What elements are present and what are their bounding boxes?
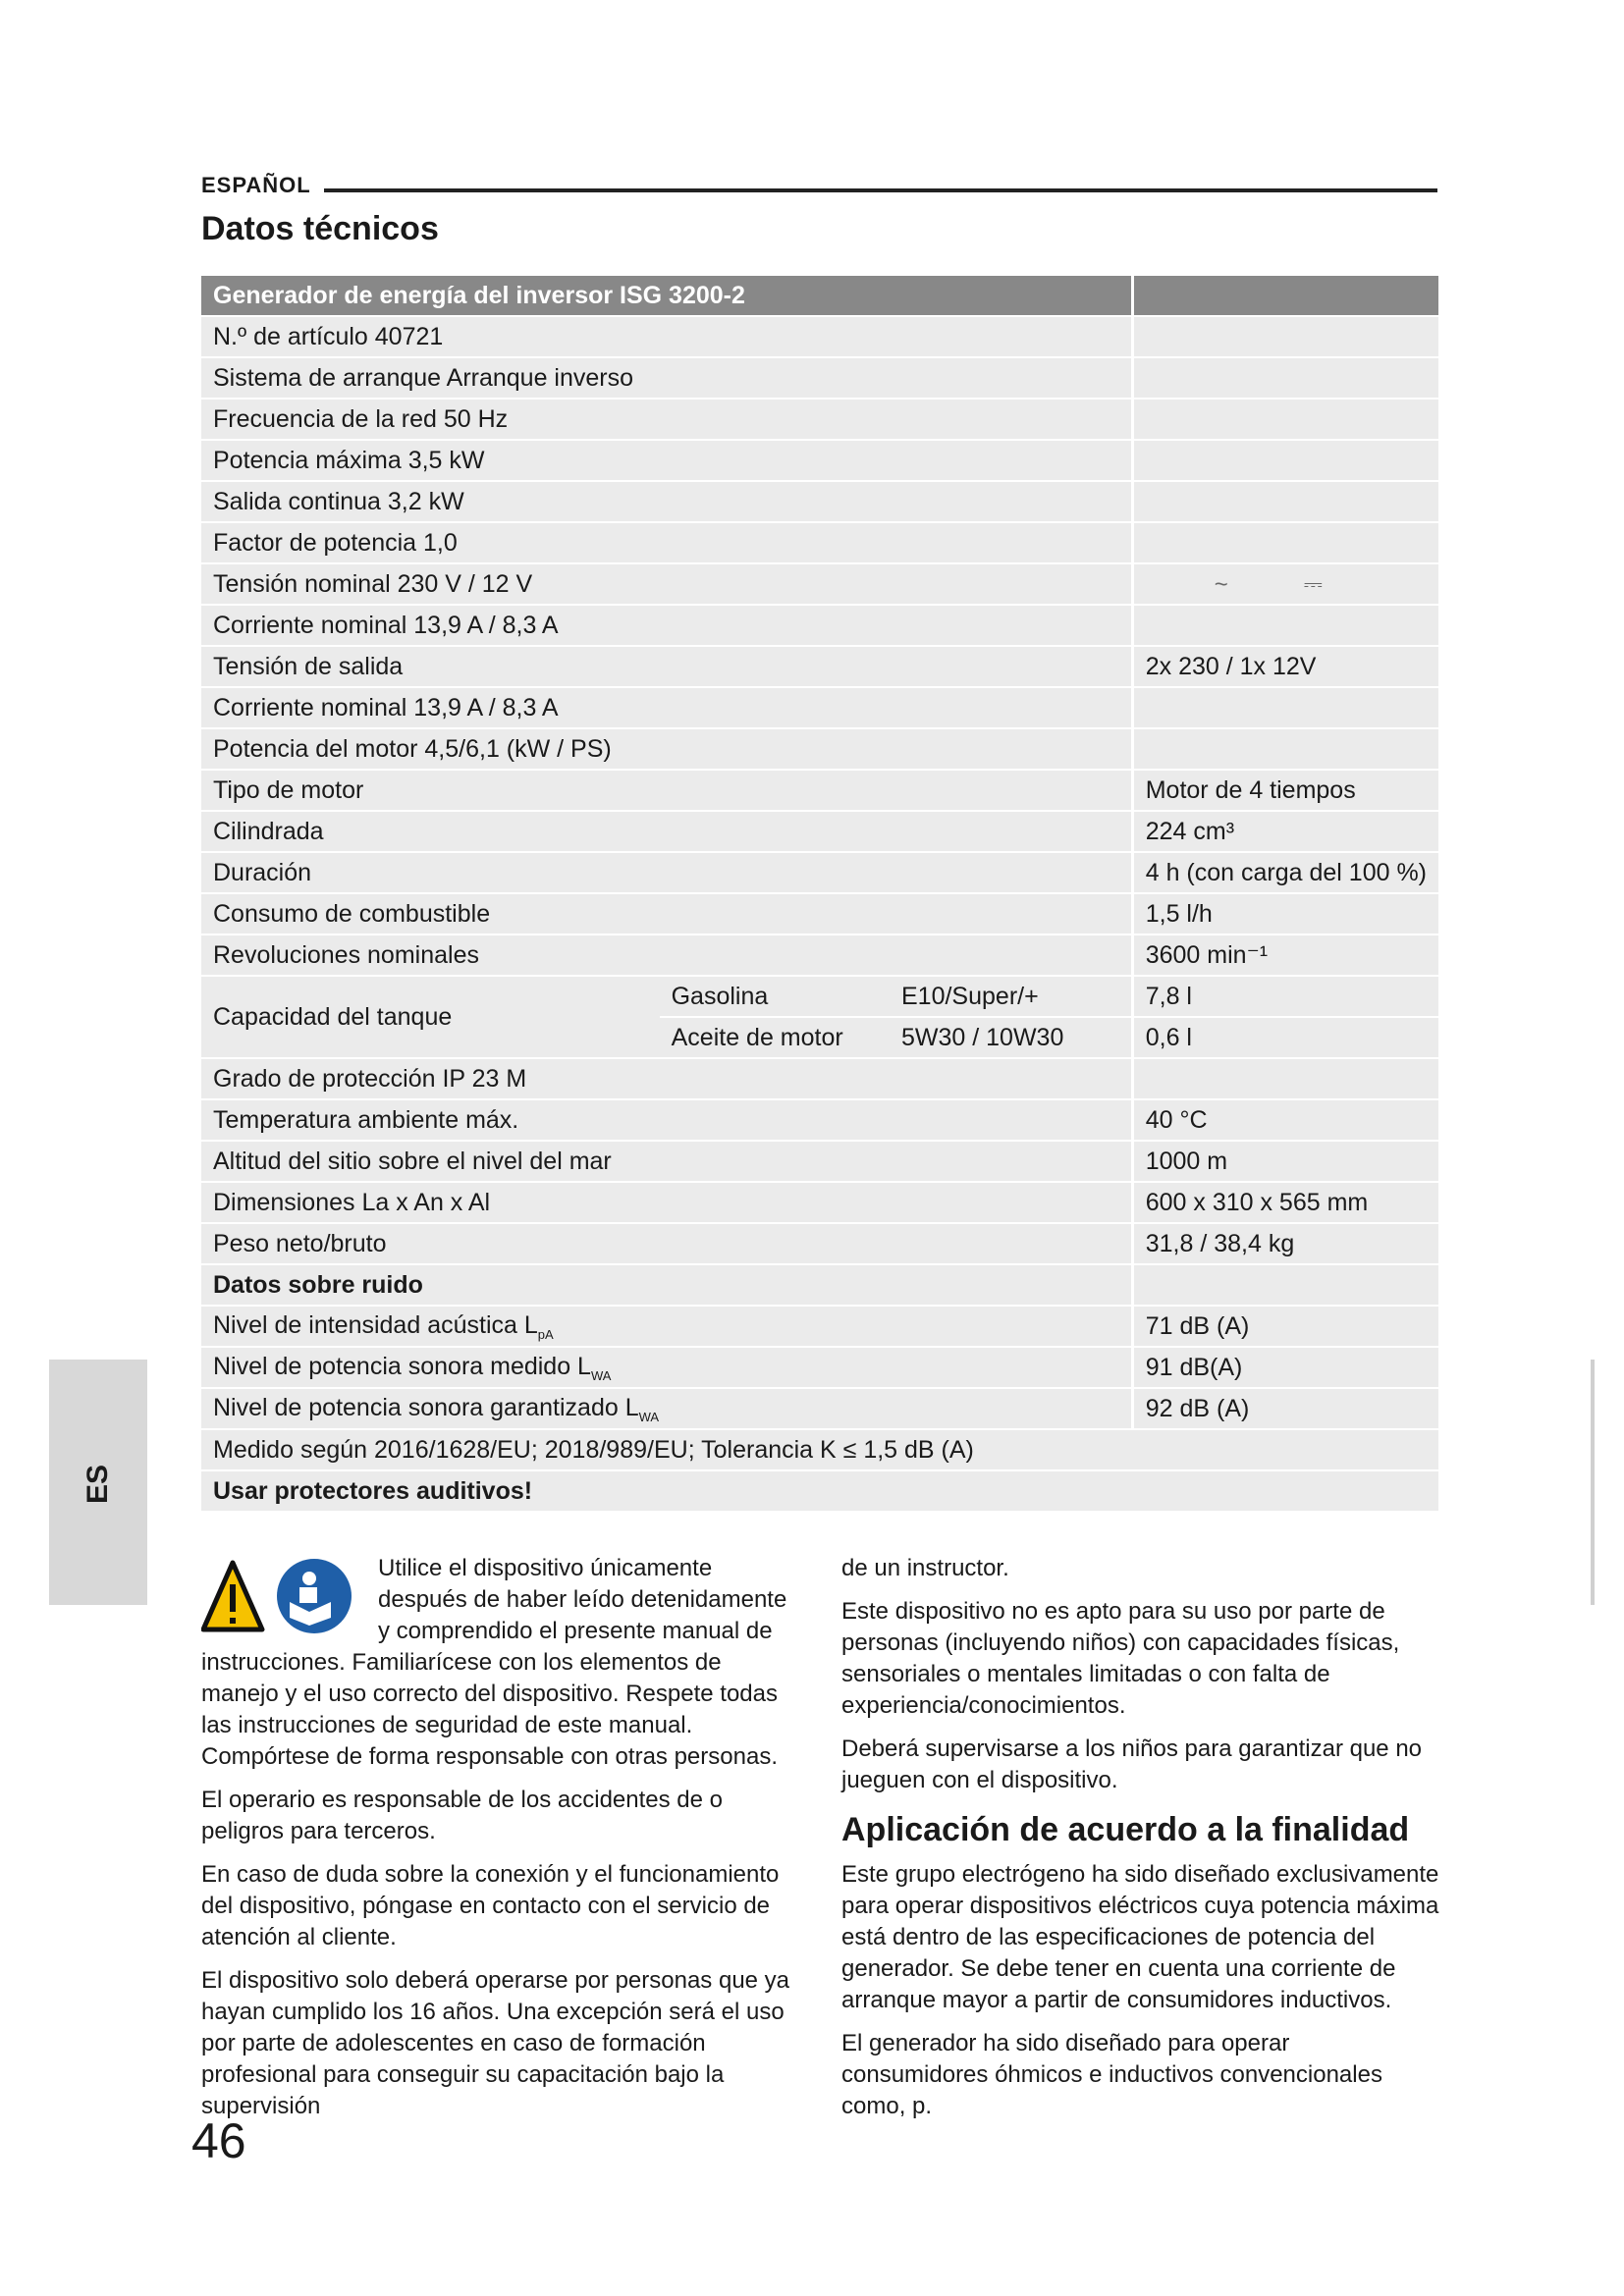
row-label: Temperatura ambiente máx. bbox=[201, 1100, 1131, 1140]
table-row bbox=[201, 1142, 1438, 1181]
row-value bbox=[1131, 317, 1438, 356]
row-label: Factor de potencia 1,0 bbox=[201, 523, 1131, 562]
language-side-tab bbox=[49, 1360, 147, 1605]
row-value bbox=[1131, 688, 1438, 727]
tank-row-fuel bbox=[201, 977, 1438, 1016]
noise-measured-value: 91 dB(A) bbox=[1131, 1348, 1438, 1387]
table-row bbox=[201, 771, 1438, 810]
tank-capacity-label: Capacidad del tanque bbox=[201, 977, 660, 1057]
row-label: Altitud del sitio sobre el nivel del mar bbox=[201, 1142, 1131, 1181]
table-row bbox=[201, 1348, 1438, 1387]
row-value bbox=[1131, 564, 1438, 604]
noise-intensity-sub: pA bbox=[537, 1326, 554, 1342]
row-value bbox=[1131, 606, 1438, 645]
row-value: 1,5 l/h bbox=[1131, 894, 1438, 934]
row-label: Cilindrada bbox=[201, 812, 1131, 851]
table-row bbox=[201, 1100, 1438, 1140]
paragraph: El dispositivo solo deberá operarse por personas que ya hayan cumplido los 16 años. Una excepción será el uso por parte de adolescentes en caso de formación profesional para conseguir su capacitación bajo la supervisión bbox=[201, 1967, 790, 2119]
row-label: Revoluciones nominales bbox=[201, 935, 1131, 975]
row-label: Salida continua 3,2 kW bbox=[201, 482, 1131, 521]
table-row bbox=[201, 400, 1438, 439]
noise-guaranteed-label bbox=[201, 1389, 1131, 1428]
table-row bbox=[201, 1224, 1438, 1263]
row-label: Dimensiones La x An x Al bbox=[201, 1183, 1131, 1222]
left-column bbox=[201, 1553, 795, 2134]
table-row bbox=[201, 688, 1438, 727]
paragraph: Este dispositivo no es apto para su uso por parte de personas (incluyendo niños) con capacidades físicas, sensoriales o mentales limitadas o con falta de experiencia/conocimientos. bbox=[841, 1598, 1400, 1719]
row-value: 40 °C bbox=[1131, 1100, 1438, 1140]
table-row bbox=[201, 894, 1438, 934]
row-label: Duración bbox=[201, 853, 1131, 892]
noise-intensity-label bbox=[201, 1307, 1131, 1346]
table-heading: Generador de energía del inversor ISG 3200-2 bbox=[201, 276, 1131, 315]
side-tab-label: ES bbox=[81, 1464, 115, 1505]
row-label: Sistema de arranque Arranque inverso bbox=[201, 358, 1131, 398]
paragraph: El generador ha sido diseñado para operar consumidores óhmicos e inductivos convencionales como, p. bbox=[841, 2030, 1382, 2119]
table-row bbox=[201, 1183, 1438, 1222]
row-value: 31,8 / 38,4 kg bbox=[1131, 1224, 1438, 1263]
tank-fuel-value: 7,8 l bbox=[1131, 977, 1438, 1016]
noise-measured-label bbox=[201, 1348, 1131, 1387]
table-header-row bbox=[201, 276, 1438, 315]
row-value: 600 x 310 x 565 mm bbox=[1131, 1183, 1438, 1222]
page-number: 46 bbox=[191, 2113, 246, 2168]
table-row bbox=[201, 317, 1438, 356]
tank-fuel-grade: E10/Super/+ bbox=[890, 977, 1131, 1016]
table-row bbox=[201, 853, 1438, 892]
noise-measured-text: Nivel de potencia sonora medido L bbox=[213, 1352, 591, 1380]
warning-and-manual-icon bbox=[201, 1557, 358, 1635]
noise-guaranteed-sub: WA bbox=[638, 1409, 660, 1424]
specs-table bbox=[201, 274, 1438, 1513]
table-row bbox=[201, 1389, 1438, 1428]
section-heading: Aplicación de acuerdo a la finalidad bbox=[841, 1811, 1410, 1848]
noise-heading: Datos sobre ruido bbox=[201, 1265, 1131, 1305]
table-row bbox=[201, 523, 1438, 562]
noise-guaranteed-value: 92 dB (A) bbox=[1131, 1389, 1438, 1428]
row-value bbox=[1131, 523, 1438, 562]
noise-measured-sub: WA bbox=[590, 1367, 612, 1383]
table-row bbox=[201, 482, 1438, 521]
paragraph: Deberá supervisarse a los niños para garantizar que no jueguen con el dispositivo. bbox=[841, 1735, 1423, 1793]
table-row bbox=[201, 812, 1438, 851]
noise-intensity-value: 71 dB (A) bbox=[1131, 1307, 1438, 1346]
row-label: Tipo de motor bbox=[201, 771, 1131, 810]
row-value bbox=[1131, 1059, 1438, 1098]
language-label: ESPAÑOL bbox=[201, 173, 311, 197]
noise-heading-blank bbox=[1131, 1265, 1438, 1305]
table-row bbox=[201, 606, 1438, 645]
row-value: 224 cm³ bbox=[1131, 812, 1438, 851]
table-row bbox=[201, 1307, 1438, 1346]
row-value bbox=[1131, 358, 1438, 398]
tank-fuel-name: Gasolina bbox=[660, 977, 890, 1016]
row-value: 3600 min⁻¹ bbox=[1131, 935, 1438, 975]
row-label: Potencia máxima 3,5 kW bbox=[201, 441, 1131, 480]
row-label: Potencia del motor 4,5/6,1 (kW / PS) bbox=[201, 729, 1131, 769]
table-row bbox=[201, 729, 1438, 769]
row-label: Frecuencia de la red 50 Hz bbox=[201, 400, 1131, 439]
ac-symbol-icon: ~ bbox=[1214, 570, 1228, 598]
header-rule bbox=[324, 188, 1437, 192]
row-value bbox=[1131, 400, 1438, 439]
page-title: Datos técnicos bbox=[201, 210, 439, 247]
row-value: 1000 m bbox=[1131, 1142, 1438, 1181]
row-value bbox=[1131, 482, 1438, 521]
row-value: 4 h (con carga del 100 %) bbox=[1131, 853, 1438, 892]
table-row bbox=[201, 564, 1438, 604]
row-label: Peso neto/bruto bbox=[201, 1224, 1131, 1263]
tank-oil-value: 0,6 l bbox=[1131, 1018, 1438, 1057]
row-label: Consumo de combustible bbox=[201, 894, 1131, 934]
row-value bbox=[1131, 441, 1438, 480]
row-label: Corriente nominal 13,9 A / 8,3 A bbox=[201, 606, 1131, 645]
row-label: Corriente nominal 13,9 A / 8,3 A bbox=[201, 688, 1131, 727]
paragraph: En caso de duda sobre la conexión y el funcionamiento del dispositivo, póngase en contacto con el servicio de atención al cliente. bbox=[201, 1861, 780, 1950]
dc-symbol-icon: ⎓ bbox=[1303, 570, 1323, 598]
noise-intensity-text: Nivel de intensidad acústica L bbox=[213, 1310, 538, 1339]
row-value: 2x 230 / 1x 12V bbox=[1131, 647, 1438, 686]
row-label: Tensión de salida bbox=[201, 647, 1131, 686]
tank-oil-grade: 5W30 / 10W30 bbox=[890, 1018, 1131, 1057]
row-value bbox=[1131, 729, 1438, 769]
table-row bbox=[201, 441, 1438, 480]
right-column bbox=[841, 1553, 1440, 2134]
row-label: Tensión nominal 230 V / 12 V bbox=[201, 564, 1131, 604]
paragraph: El operario es responsable de los accidentes de o peligros para terceros. bbox=[201, 1787, 723, 1844]
margin-mark bbox=[1591, 1360, 1595, 1605]
table-row bbox=[201, 647, 1438, 686]
measured-by-note: Medido según 2016/1628/EU; 2018/989/EU; Tolerancia K ≤ 1,5 dB (A) bbox=[201, 1430, 1438, 1469]
row-label: N.º de artículo 40721 bbox=[201, 317, 1131, 356]
table-row bbox=[201, 1471, 1438, 1511]
noise-guaranteed-text: Nivel de potencia sonora garantizado L bbox=[213, 1393, 639, 1421]
table-row bbox=[201, 1430, 1438, 1469]
row-label: Grado de protección IP 23 M bbox=[201, 1059, 1131, 1098]
hearing-protection-warning: Usar protectores auditivos! bbox=[201, 1471, 1438, 1511]
paragraph: Este grupo electrógeno ha sido diseñado exclusivamente para operar dispositivos eléctricos cuya potencia máxima está dentro de las especificaciones de potencia del generador. Se debe tener en cuenta una corriente de arranque mayor a partir de consumidores inductivos. bbox=[841, 1861, 1439, 2013]
row-value: Motor de 4 tiempos bbox=[1131, 771, 1438, 810]
noise-heading-row bbox=[201, 1265, 1438, 1305]
table-row bbox=[201, 358, 1438, 398]
paragraph: de un instructor. bbox=[841, 1555, 1009, 1581]
table-row bbox=[201, 935, 1438, 975]
tank-oil-name: Aceite de motor bbox=[660, 1018, 890, 1057]
table-row bbox=[201, 1059, 1438, 1098]
paragraph: Utilice el dispositivo únicamente después de haber leído detenidamente y comprendido el presente manual de instrucciones. Familiarícese con los elementos de manejo y el uso correcto del dispositivo. Respete todas las instrucciones de seguridad de este manual. Compórtese de forma responsable con otras personas. bbox=[201, 1555, 787, 1770]
table-header-blank bbox=[1131, 276, 1438, 315]
